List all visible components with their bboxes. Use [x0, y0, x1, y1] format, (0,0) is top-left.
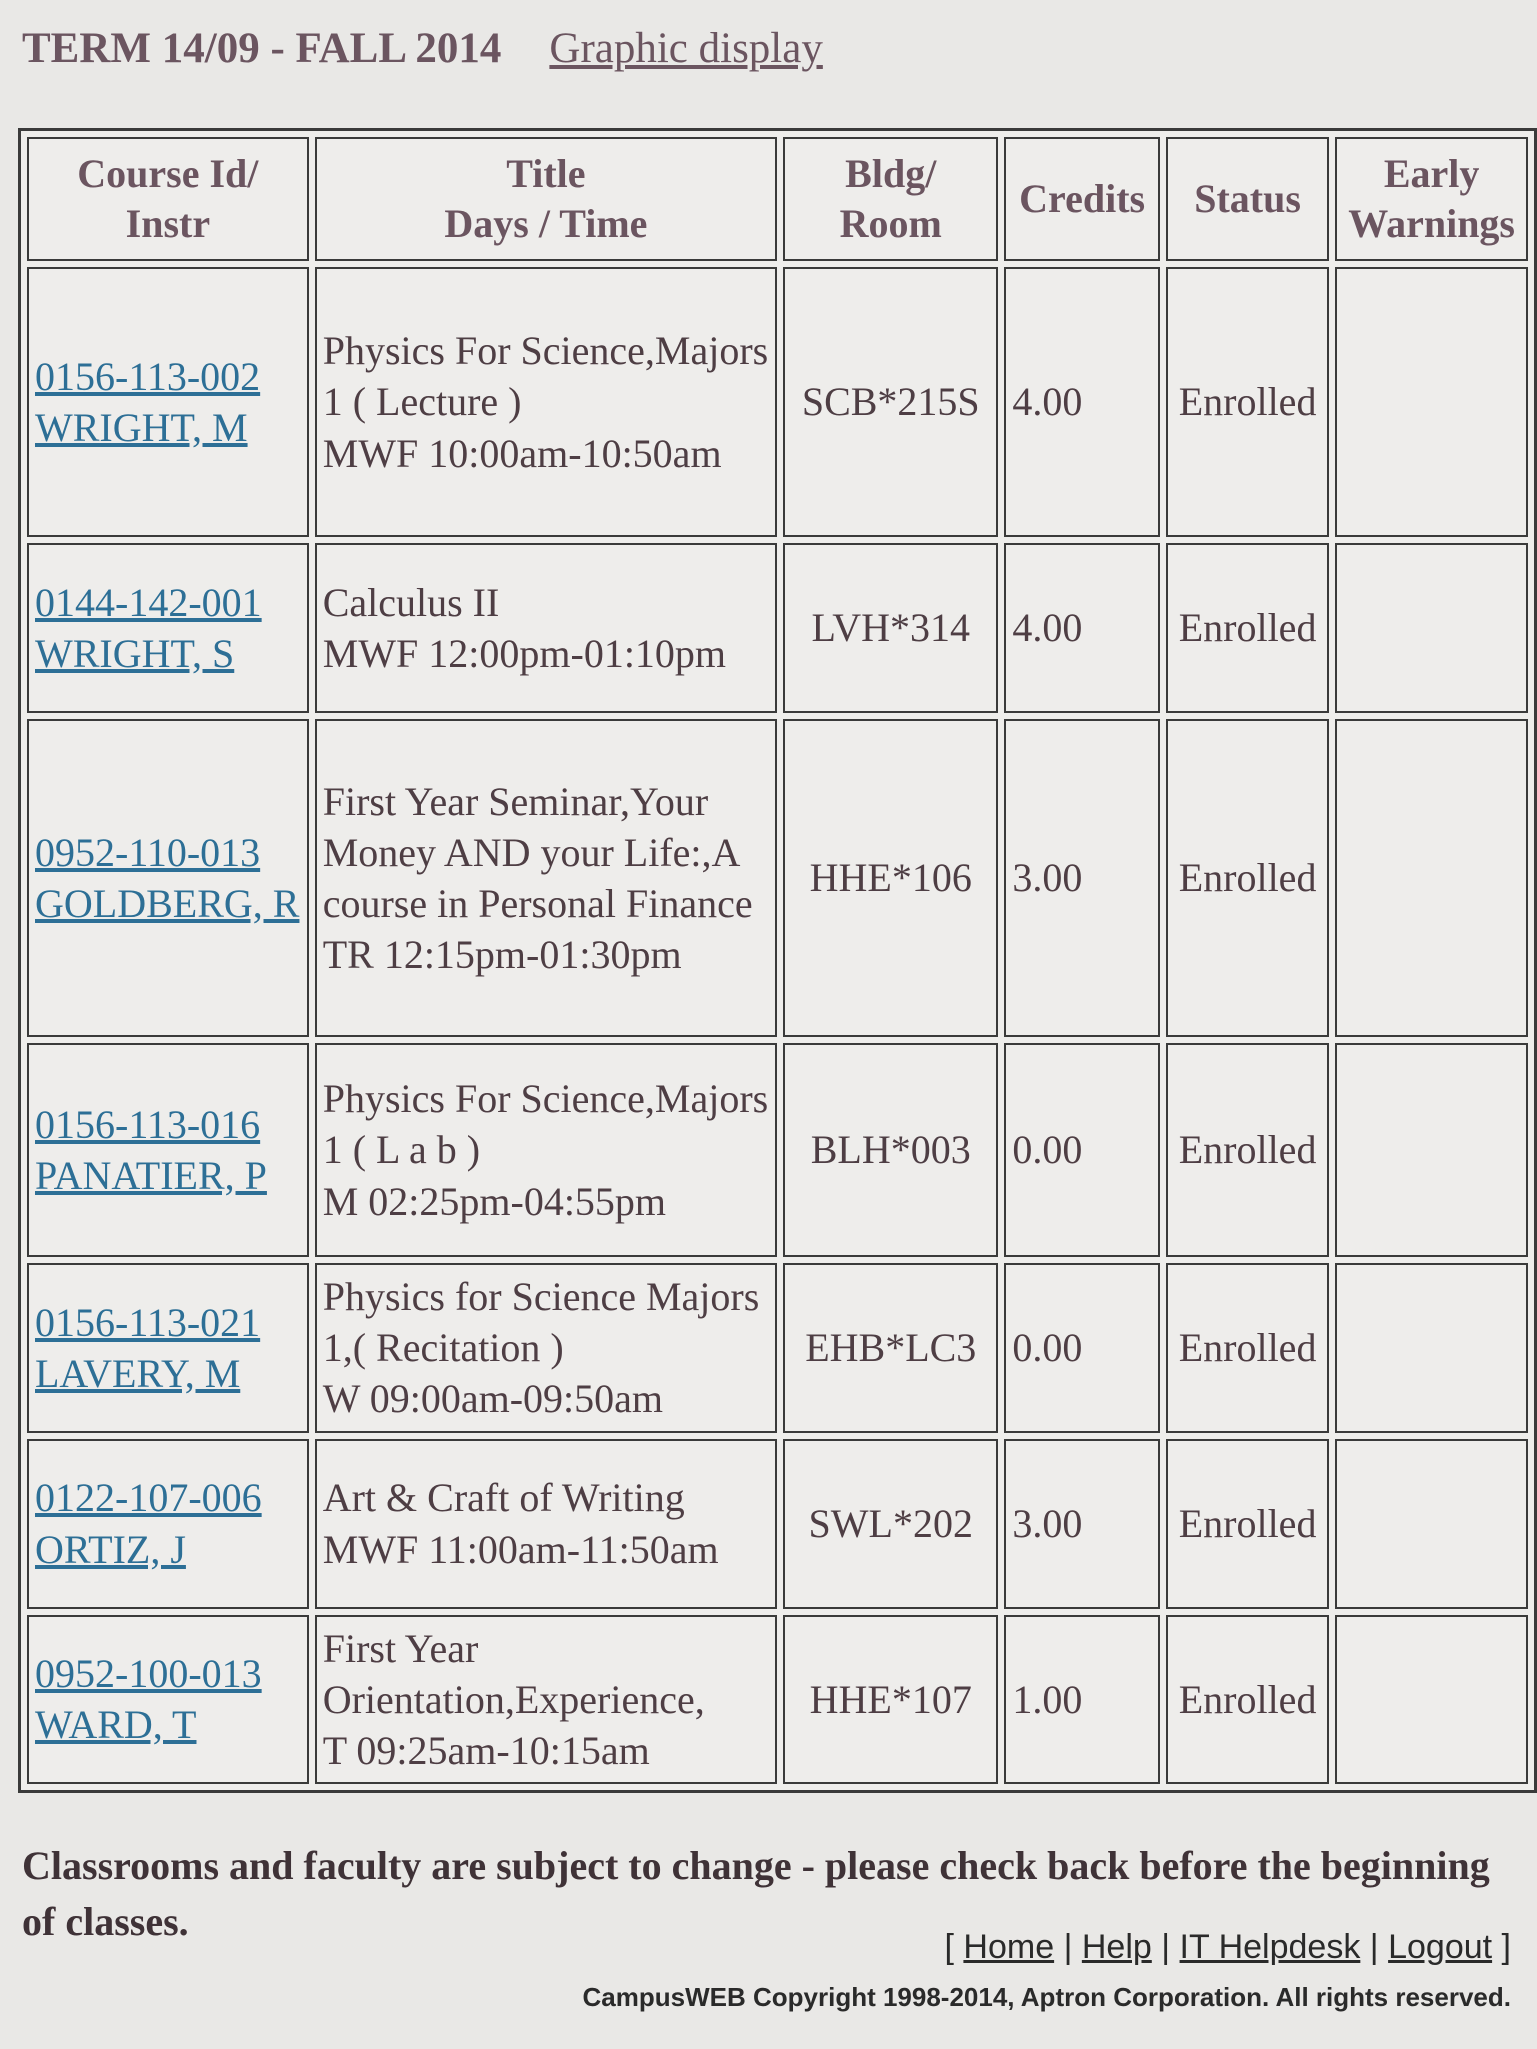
course-title: Physics for Science Majors 1,( Recitation ): [322, 1274, 760, 1371]
col-header-warnings: [1335, 137, 1528, 261]
col-header-title: [315, 137, 777, 261]
table-row: [27, 543, 1528, 713]
col-header-credits: Credits: [1004, 137, 1159, 261]
course-days-time: MWF 12:00pm-01:10pm: [322, 631, 727, 676]
it-helpdesk-link[interactable]: IT Helpdesk: [1179, 1928, 1361, 1966]
title-cell: [315, 1263, 777, 1433]
credits-cell: 4.00: [1004, 543, 1159, 713]
course-days-time: T 09:25am-10:15am: [322, 1727, 650, 1773]
instructor-link[interactable]: ORTIZ, J: [35, 1526, 186, 1572]
schedule-table: [18, 128, 1537, 1793]
status-cell: Enrolled: [1166, 719, 1329, 1037]
table-row: [27, 267, 1528, 537]
warnings-cell: [1335, 1615, 1528, 1785]
warnings-cell: [1335, 1439, 1528, 1609]
title-cell: [315, 719, 777, 1037]
link-separator: |: [1063, 1928, 1073, 1966]
course-id-link[interactable]: 0156-113-002: [35, 353, 261, 399]
status-cell: Enrolled: [1166, 543, 1329, 713]
link-separator: |: [1161, 1928, 1171, 1966]
instructor-link[interactable]: GOLDBERG, R: [35, 881, 300, 926]
room-cell: SCB*215S: [783, 267, 998, 537]
credits-cell: 4.00: [1004, 267, 1159, 537]
room-cell: HHE*107: [783, 1615, 998, 1785]
course-id-link[interactable]: 0952-100-013: [35, 1651, 262, 1697]
col-header-course-line1: Course Id/: [77, 151, 259, 196]
bracket-close: ]: [1501, 1928, 1511, 1966]
col-header-warnings-line2: Warnings: [1348, 201, 1515, 246]
table-header-row: [27, 137, 1528, 261]
copyright-text: CampusWEB Copyright 1998-2014, Aptron Corporation. All rights reserved.: [582, 1982, 1511, 2012]
table-row: [27, 1263, 1528, 1433]
course-cell: [27, 719, 309, 1037]
status-cell: Enrolled: [1166, 267, 1329, 537]
instructor-link[interactable]: WRIGHT, M: [35, 405, 248, 450]
course-id-link[interactable]: 0144-142-001: [35, 579, 262, 625]
room-cell: LVH*314: [783, 543, 998, 713]
credits-cell: 3.00: [1004, 719, 1159, 1037]
instructor-link[interactable]: PANATIER, P: [35, 1153, 267, 1198]
course-cell: [27, 1043, 309, 1257]
graphic-display-link[interactable]: Graphic display: [549, 25, 823, 72]
warnings-cell: [1335, 719, 1528, 1037]
warnings-cell: [1335, 1263, 1528, 1433]
table-row: [27, 719, 1528, 1037]
table-row: [27, 1615, 1528, 1785]
room-cell: EHB*LC3: [783, 1263, 998, 1433]
course-title: Physics For Science,Majors 1 ( L a b ): [322, 1076, 769, 1173]
instructor-link[interactable]: LAVERY, M: [35, 1350, 241, 1396]
course-id-link[interactable]: 0156-113-021: [35, 1299, 261, 1345]
schedule-change-note: Classrooms and faculty are subject to change - please check back before the beginning of classes.: [22, 1843, 1490, 1944]
course-cell: [27, 1439, 309, 1609]
course-days-time: W 09:00am-09:50am: [322, 1376, 664, 1422]
room-cell: SWL*202: [783, 1439, 998, 1609]
col-header-status: Status: [1166, 137, 1329, 261]
course-days-time: M 02:25pm-04:55pm: [322, 1178, 667, 1224]
footer-links: [945, 1928, 1512, 1967]
col-header-bldg-line2: Room: [839, 201, 942, 246]
col-header-bldg: [783, 137, 998, 261]
logout-link[interactable]: Logout: [1388, 1928, 1493, 1966]
room-cell: HHE*106: [783, 719, 998, 1037]
page-header: [22, 24, 823, 73]
status-cell: Enrolled: [1166, 1439, 1329, 1609]
course-id-link[interactable]: 0122-107-006: [35, 1475, 262, 1521]
credits-cell: 0.00: [1004, 1043, 1159, 1257]
title-cell: [315, 543, 777, 713]
instructor-link[interactable]: WRIGHT, S: [35, 631, 235, 676]
course-days-time: MWF 11:00am-11:50am: [322, 1526, 719, 1572]
warnings-cell: [1335, 267, 1528, 537]
credits-cell: 0.00: [1004, 1263, 1159, 1433]
course-title: Calculus II: [322, 579, 500, 625]
title-cell: [315, 267, 777, 537]
course-title: First Year Orientation,Experience,: [322, 1625, 705, 1722]
credits-cell: 3.00: [1004, 1439, 1159, 1609]
col-header-course-line2: Instr: [125, 201, 211, 246]
help-link[interactable]: Help: [1081, 1928, 1152, 1966]
warnings-cell: [1335, 543, 1528, 713]
status-cell: Enrolled: [1166, 1043, 1329, 1257]
credits-cell: 1.00: [1004, 1615, 1159, 1785]
course-days-time: MWF 10:00am-10:50am: [322, 430, 722, 476]
course-cell: [27, 1615, 309, 1785]
course-cell: [27, 267, 309, 537]
status-cell: Enrolled: [1166, 1263, 1329, 1433]
status-cell: Enrolled: [1166, 1615, 1329, 1785]
title-cell: [315, 1615, 777, 1785]
col-header-title-line2: Days / Time: [444, 201, 648, 246]
warnings-cell: [1335, 1043, 1528, 1257]
course-cell: [27, 1263, 309, 1433]
col-header-title-line1: Title: [506, 151, 586, 196]
bracket-open: [: [944, 1928, 954, 1966]
col-header-course: [27, 137, 309, 261]
term-title: TERM 14/09 - FALL 2014: [22, 25, 502, 72]
course-id-link[interactable]: 0952-110-013: [35, 829, 261, 875]
col-header-bldg-line1: Bldg/: [845, 151, 937, 196]
room-cell: BLH*003: [783, 1043, 998, 1257]
course-days-time: TR 12:15pm-01:30pm: [322, 932, 682, 978]
home-link[interactable]: Home: [963, 1928, 1055, 1966]
table-row: [27, 1043, 1528, 1257]
instructor-link[interactable]: WARD, T: [35, 1702, 197, 1748]
course-id-link[interactable]: 0156-113-016: [35, 1101, 261, 1147]
title-cell: [315, 1043, 777, 1257]
course-cell: [27, 543, 309, 713]
title-cell: [315, 1439, 777, 1609]
col-header-warnings-line1: Early: [1383, 151, 1480, 196]
table-row: [27, 1439, 1528, 1609]
course-title: Art & Craft of Writing: [322, 1475, 685, 1521]
course-title: Physics For Science,Majors 1 ( Lecture ): [322, 328, 769, 425]
course-title: First Year Seminar,Your Money AND your Life:,A course in Personal Finance: [322, 778, 753, 926]
link-separator: |: [1369, 1928, 1379, 1966]
